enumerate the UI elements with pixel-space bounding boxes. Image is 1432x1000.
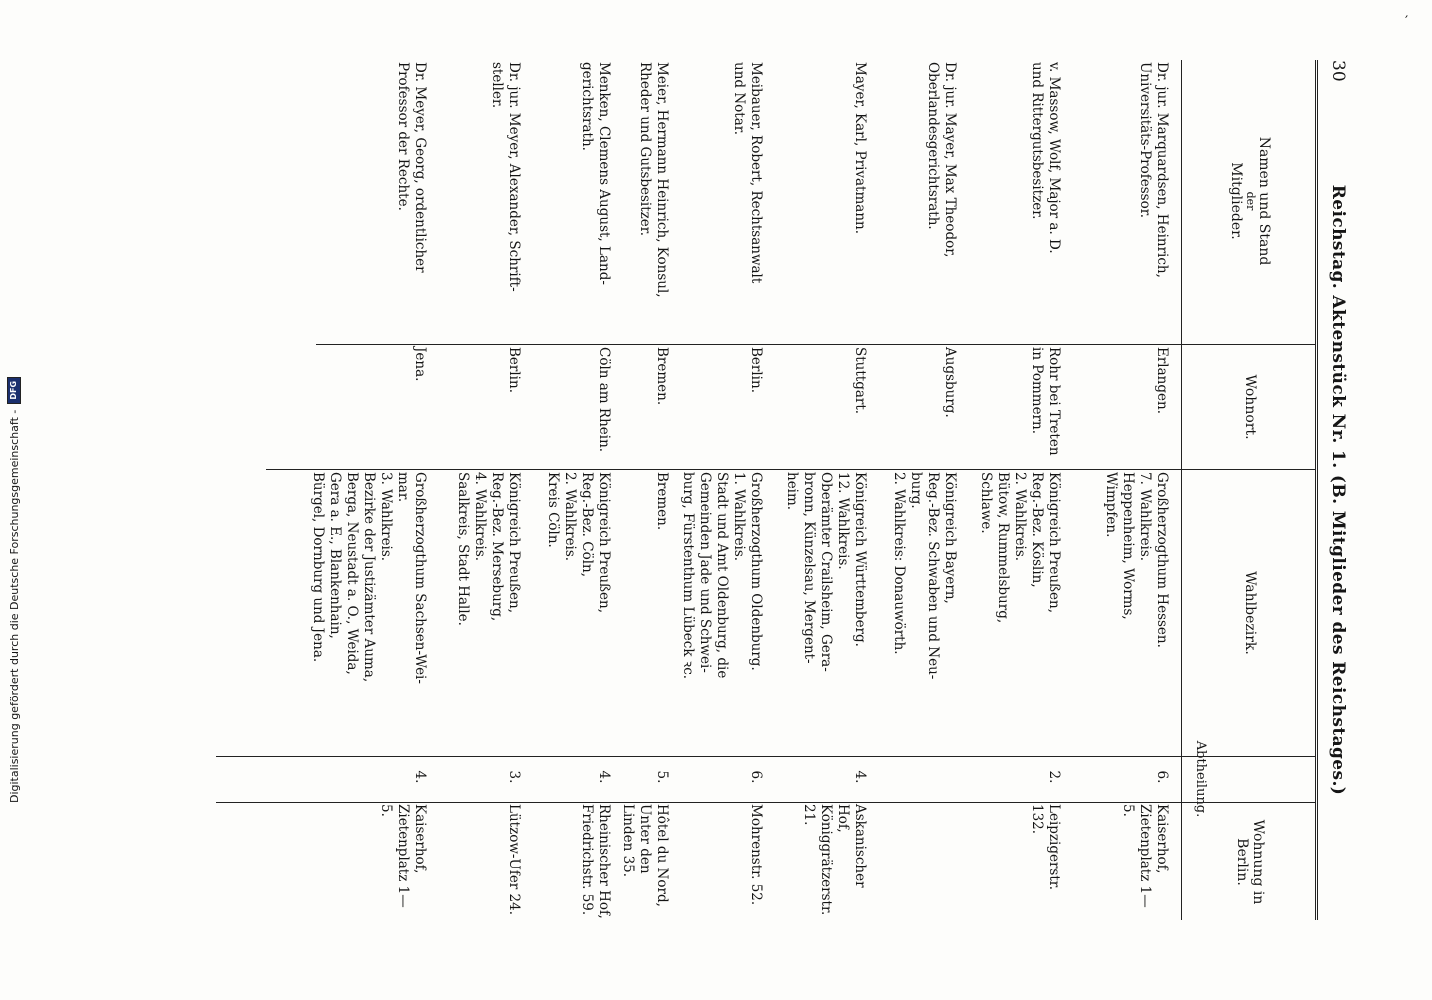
column-divider — [316, 344, 1316, 345]
digitization-footer — [4, 0, 24, 1000]
member-name: Dr. jur. Meyer, Alexander, Schrift- steller. — [489, 62, 522, 292]
member-wahlbezirk: Großherzogthum Oldenburg. 1. Wahlkreis. Stadt und Amt Oldenburg, die Gemeinden Jade und Schwei- burg, Fürstenthum Lübeck ꝛc. — [680, 472, 764, 680]
member-wohnort: Cöln am Rhein. — [596, 347, 612, 453]
member-wohnort: Augsburg. — [942, 347, 958, 418]
column-header-abtheilung: Abtheilung. — [1193, 740, 1209, 818]
member-name: v. Massow, Wolf, Major a. D. und Rittergutsbesitzer. — [1029, 62, 1062, 254]
member-wahlbezirk: Königreich Preußen, Reg.-Bez. Cöln, 2. Wahlkreis. Kreis Cöln. — [545, 472, 612, 614]
member-abtheilung: 4. — [852, 770, 868, 784]
column-header-name: Namen und Stand der Mitglieder. — [1227, 136, 1273, 266]
member-wohnung: Kaiserhof, Zietenplatz 1—5. — [378, 804, 428, 908]
member-name: Dr. jur. Marquardsen, Heinrich, Universitäts-Professor. — [1137, 62, 1170, 278]
member-wohnung: Leipzigerstr. 132. — [1029, 804, 1062, 891]
column-divider — [216, 756, 1316, 757]
member-abtheilung: 6. — [1154, 770, 1170, 784]
column-header-rule — [1181, 60, 1182, 920]
member-wohnung: Askanischer Hof, Königgrätzerstr. 21. — [801, 804, 868, 916]
member-wahlbezirk: Königreich Preußen, Reg.-Bez. Köslin, 2. Wahlkreis. Bütow, Rummelsburg, Schlawe. — [978, 472, 1062, 624]
column-header-wahlbezirk: Wahlbezirk. — [1242, 571, 1259, 655]
member-wahlbezirk: Königreich Preußen, Reg.-Bez. Merseburg, 4. Wahlkreis. Saalkreis, Stadt Halle. — [455, 472, 522, 626]
member-abtheilung: 4. — [596, 770, 612, 784]
member-wahlbezirk: Königreich Bayern, Reg.-Bez. Schwaben und Neu- burg. 2. Wahlkreis: Donauwörth. — [891, 472, 958, 680]
member-wohnung: Mohrenstr. 52. — [748, 804, 764, 906]
member-wohnung: Rheinischer Hof, Friedrichstr. 59. — [579, 804, 612, 919]
document-page — [90, 0, 1360, 1000]
member-wohnort: Erlangen. — [1154, 347, 1170, 414]
member-name: Dr. jur. Mayer, Max Theodor, Oberlandesgerichtsrath. — [925, 62, 958, 258]
column-divider — [266, 469, 1316, 470]
page-header — [1322, 60, 1348, 920]
member-abtheilung: 5. — [654, 770, 670, 784]
member-wohnort: Bremen. — [654, 347, 670, 406]
member-wohnung: Lützow-Ufer 24. — [506, 804, 522, 916]
member-wohnung: Kaiserhof, Zietenplatz 1—5. — [1120, 804, 1170, 908]
member-wohnort: Berlin. — [748, 347, 764, 393]
column-divider — [216, 802, 1316, 803]
member-name: Menken, Clemens August, Land- gerichtsrath. — [579, 62, 612, 285]
member-wahlbezirk: Bremen. — [654, 472, 670, 531]
member-wohnort: Berlin. — [506, 347, 522, 393]
member-wohnort: Stuttgart. — [852, 347, 868, 415]
member-name: Meibauer, Robert, Rechtsanwalt und Notar. — [731, 62, 764, 284]
column-header-wohnort: Wohnort. — [1242, 374, 1259, 440]
header-rule — [1315, 60, 1318, 920]
member-wahlbezirk: Großherzogthum Hessen. 7. Wahlkreis. Heppenheim, Worms, Wimpfen. — [1103, 472, 1170, 648]
member-wahlbezirk: Königreich Württemberg. 12. Wahlkreis. Oberämter Crailsheim, Gera- bronn, Künzelsau, Mergent- heim. — [784, 472, 868, 672]
margin-tick: ′ — [1405, 14, 1409, 30]
member-wohnort: Jena. — [412, 347, 428, 382]
member-abtheilung: 3. — [506, 770, 522, 784]
member-name: Mayer, Karl, Privatmann. — [852, 62, 868, 235]
member-abtheilung: 2. — [1046, 770, 1062, 784]
member-abtheilung: 6. — [748, 770, 764, 784]
footer-text: Digitalisierung gefördert durch die Deutsche Forschungsgemeinschaft - — [7, 409, 21, 804]
running-head: Reichstag. Aktenstück Nr. 1. (B. Mitglieder des Reichstages.) — [1328, 184, 1348, 796]
column-header-wohnung: Wohnung in Berlin. — [1234, 819, 1267, 905]
member-name: Dr. Meyer, Georg, ordentlicher Professor der Rechte. — [395, 62, 428, 273]
member-wahlbezirk: Großherzogthum Sachsen-Wei- mar. 3. Wahlkreis. Bezirke der Justizämter Auma, Berga, Neustadt a. O., Weida, Gera a. E., Blankenhain, Bürgel, Dornburg und Jena. — [310, 472, 428, 684]
member-name: Meier, Hermann Heinrich, Konsul, Rheder und Gutsbesitzer. — [637, 62, 670, 298]
member-abtheilung: 4. — [412, 770, 428, 784]
page-number: 30 — [1328, 60, 1348, 82]
member-wohnung: Hôtel du Nord, Unter den Linden 35. — [620, 804, 670, 907]
dfg-logo: DFG — [7, 377, 21, 404]
member-wohnort: Rohr bei Treten in Pommern. — [1029, 347, 1062, 456]
